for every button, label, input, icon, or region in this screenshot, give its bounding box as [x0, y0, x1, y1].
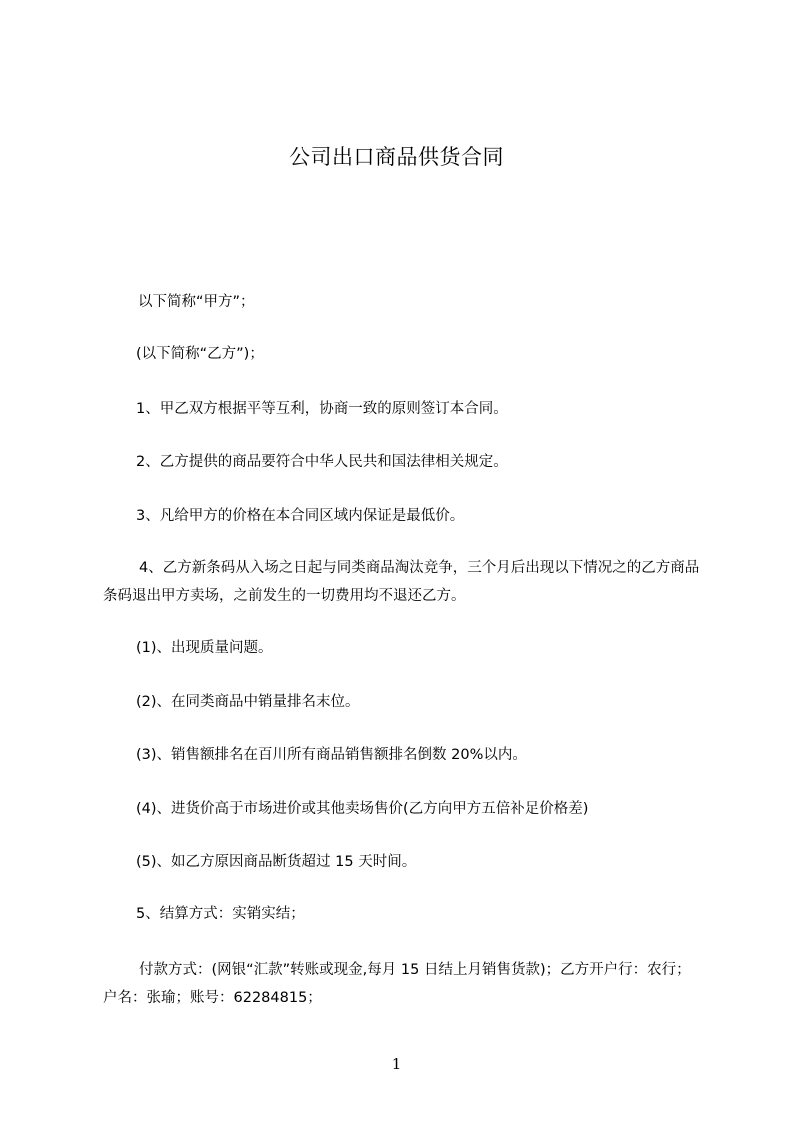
paragraph-clause-1: 1、甲乙双方根据平等互利，协商一致的原则签订本合同。	[136, 401, 508, 417]
paragraph-item-1: (1)、出现质量问题。	[136, 640, 273, 656]
paragraph-item-3: (3)、销售额排名在百川所有商品销售额排名倒数 20%以内。	[136, 747, 527, 763]
paragraph-clause-2: 2、乙方提供的商品要符合中华人民共和国法律相关规定。	[136, 454, 508, 470]
paragraph-payment: 付款方式：(网银“汇款”转账或现金,每月 15 日结上月销售货款)；乙方开户行：农行；户名：张瑜；账号：62284815；	[103, 962, 691, 1006]
document-title: 公司出口商品供货合同	[289, 145, 504, 169]
paragraph-item-2: (2)、在同类商品中销量排名末位。	[136, 694, 360, 710]
paragraph-clause-3: 3、凡给甲方的价格在本合同区域内保证是最低价。	[136, 508, 465, 524]
paragraph-clause-5: 5、结算方式：实销实结；	[136, 906, 305, 922]
paragraph-clause-4: 4、乙方新条码从入场之日起与同类商品淘汰竞争，三个月后出现以下情况之的乙方商品条码退出甲方卖场，之前发生的一切费用均不退还乙方。	[103, 560, 700, 604]
page-number: 1	[391, 1055, 402, 1073]
paragraph-item-4: (4)、进货价高于市场进价或其他卖场售价(乙方向甲方五倍补足价格差)	[136, 801, 589, 817]
paragraph-party-a: 以下简称“甲方”；	[138, 294, 255, 310]
paragraph-item-5: (5)、如乙方原因商品断货超过 15 天时间。	[136, 854, 417, 870]
paragraph-party-b: (以下简称“乙方”)；	[136, 346, 264, 362]
